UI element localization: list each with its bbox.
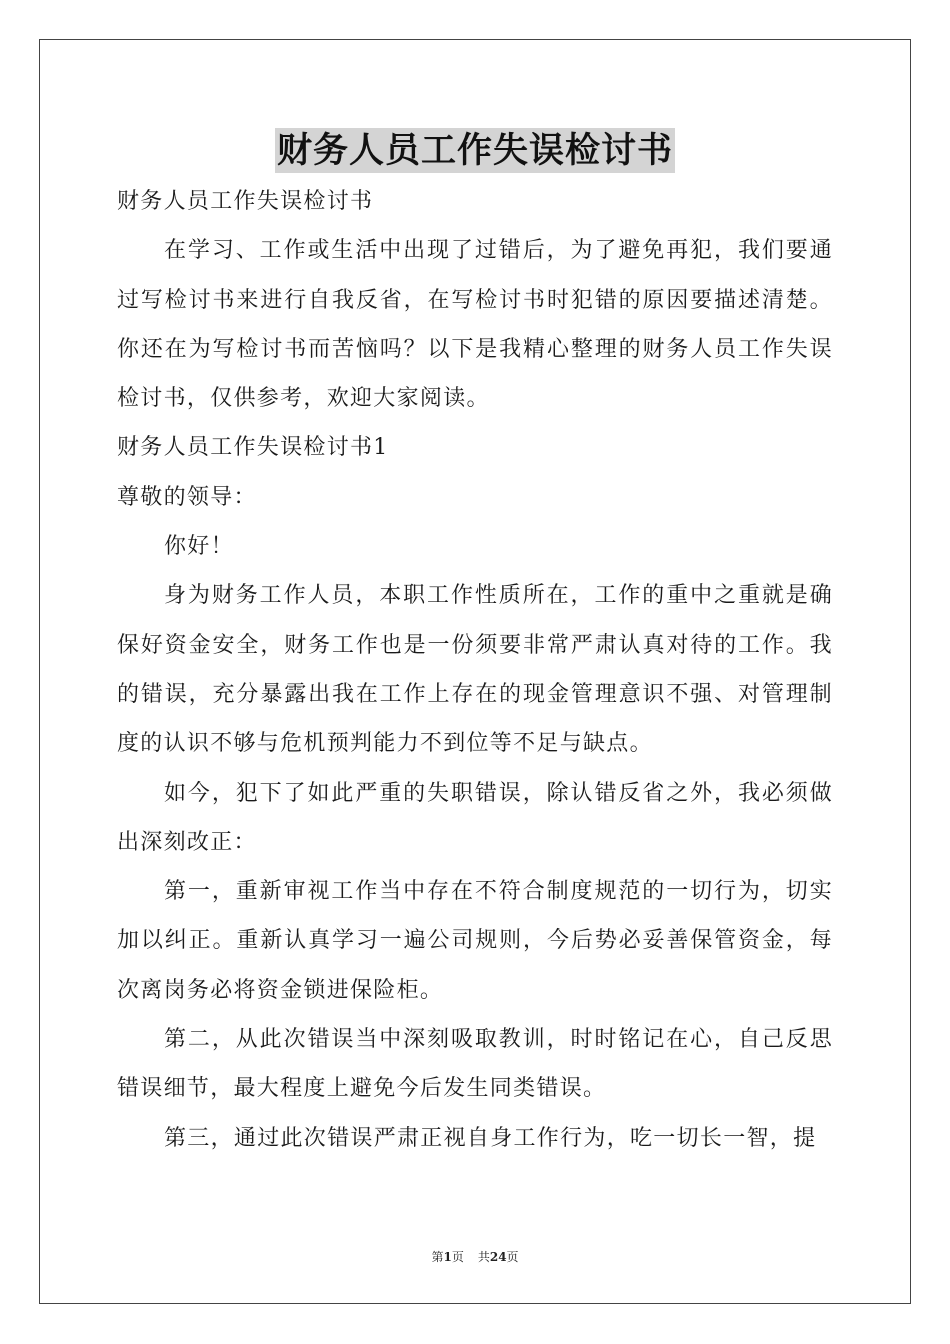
paragraph: 在学习、工作或生活中出现了过错后，为了避免再犯，我们要通过写检讨书来进行自我反省，在写检讨书时犯错的原因要描述清楚。你还在为写检讨书而苦恼吗？以下是我精心整理的财务人员工作失误检讨书，仅供参考，欢迎大家阅读。: [117, 238, 833, 412]
paragraph: 第一，重新审视工作当中存在不符合制度规范的一切行为，切实加以纠正。重新认真学习一遍公司规则，今后势必妥善保管资金，每次离岗务必将资金锁进保险柜。: [117, 879, 833, 1003]
page-footer: [0, 1248, 950, 1265]
page-suffix: 页: [451, 1250, 464, 1264]
total-pages: 24: [489, 1250, 507, 1264]
total-prefix: 共: [477, 1250, 490, 1264]
paragraph: 财务人员工作失误检讨书: [117, 189, 374, 214]
paragraph: 如今，犯下了如此严重的失职错误，除认错反省之外，我必须做出深刻改正：: [117, 780, 833, 855]
document-title: 财务人员工作失误检讨书: [276, 130, 673, 171]
paragraph: 你好！: [164, 534, 234, 560]
paragraph: 第三，通过此次错误严肃正视自身工作行为，吃一切长一智，提: [164, 1125, 817, 1151]
page-number: 1: [443, 1250, 452, 1264]
document-body: [117, 177, 833, 1163]
page-prefix: 第: [431, 1250, 444, 1264]
paragraph: 身为财务工作人员，本职工作性质所在，工作的重中之重就是确保好资金安全，财务工作也是一份须要非常严肃认真对待的工作。我的错误，充分暴露出我在工作上存在的现金管理意识不强、对管理制度的认识不够与危机预判能力不到位等不足与缺点。: [117, 583, 833, 757]
title-wrap: [0, 128, 950, 173]
paragraph: 财务人员工作失误检讨书1: [117, 435, 389, 461]
paragraph: 第二，从此次错误当中深刻吸取教训，时时铭记在心，自己反思错误细节，最大程度上避免今后发生同类错误。: [117, 1027, 833, 1102]
paragraph: 尊敬的领导：: [117, 484, 257, 510]
total-suffix: 页: [506, 1250, 519, 1264]
